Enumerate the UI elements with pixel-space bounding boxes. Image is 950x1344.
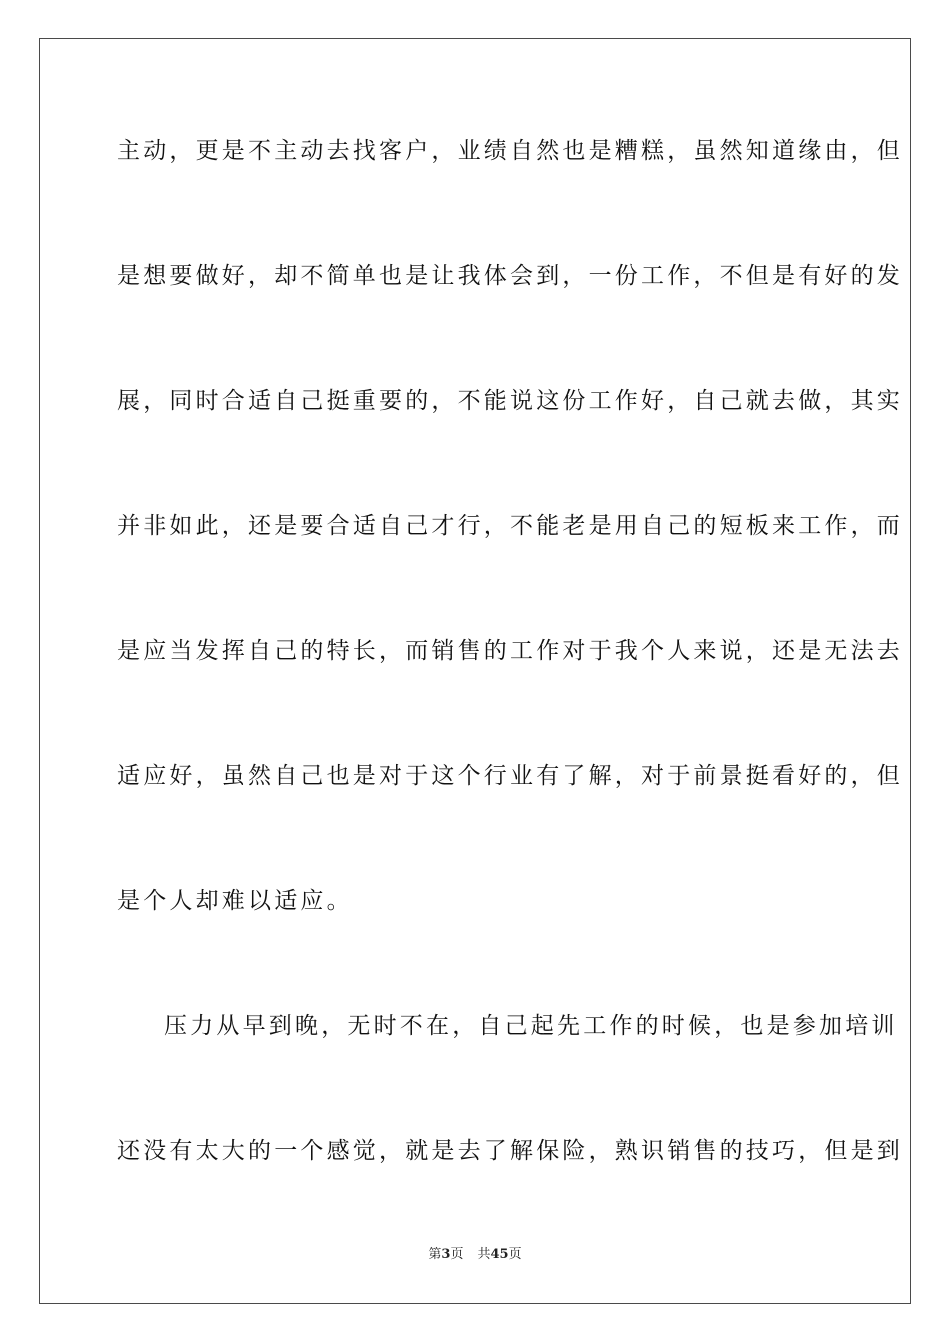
text-line-9: 还没有太大的一个感觉，就是去了解保险，熟识销售的技巧，但是到 (117, 1138, 903, 1164)
text-line-1: 主动，更是不主动去找客户，业绩自然也是糟糕，虽然知道缘由，但 (117, 138, 903, 164)
page-border (39, 38, 911, 1304)
text-line-5: 是应当发挥自己的特长，而销售的工作对于我个人来说，还是无法去 (117, 638, 903, 664)
text-line-3: 展，同时合适自己挺重要的，不能说这份工作好，自己就去做，其实 (117, 388, 903, 414)
total-prefix: 共 (477, 1247, 491, 1262)
total-pages: 45 (490, 1247, 509, 1262)
text-line-8: 压力从早到晚，无时不在，自己起先工作的时候，也是参加培训 (164, 1013, 898, 1039)
text-line-4: 并非如此，还是要合适自己才行，不能老是用自己的短板来工作，而 (117, 513, 903, 539)
page-prefix: 第 (428, 1247, 442, 1262)
page-number: 3 (441, 1247, 451, 1262)
page-footer (0, 1246, 950, 1264)
total-suffix: 页 (508, 1247, 522, 1262)
text-line-6: 适应好，虽然自己也是对于这个行业有了解，对于前景挺看好的，但 (117, 763, 903, 789)
text-line-7: 是个人却难以适应。 (117, 888, 353, 914)
page-suffix: 页 (450, 1247, 464, 1262)
text-line-2: 是想要做好，却不简单也是让我体会到，一份工作，不但是有好的发 (117, 263, 903, 289)
